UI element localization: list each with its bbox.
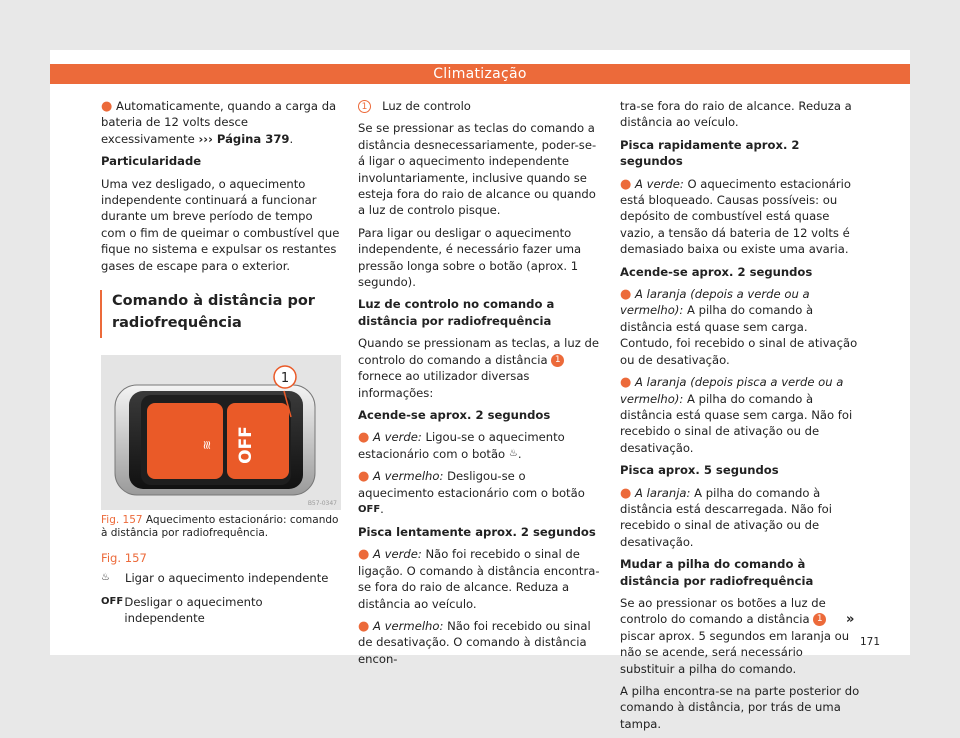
bullet-icon: ● (101, 99, 113, 114)
paragraph: Se se pressionar as teclas do comando a distância desnecessariamente, poder-se-á ligar o aquecimento independente involuntariamente, inclusive quando se esteja fora do raio de alcance ou quando a luz de controlo pisque. (358, 121, 597, 218)
off-button-label: OFF (236, 426, 256, 464)
column-3 (620, 98, 860, 738)
bullet-icon: ● (358, 547, 370, 563)
off-icon: OFF (358, 503, 381, 515)
bullet-icon: ● (358, 469, 370, 485)
off-icon: OFF (101, 596, 124, 607)
heat-icon: ♨ (508, 448, 518, 460)
heat-icon: ♨ (101, 572, 110, 583)
list-item: ● A verde: Não foi recebido o sinal de ligação. O comando à distância encontra-se fora do raio de alcance. Reduza a distância ao veículo. (358, 547, 600, 611)
heading: Mudar a pilha do comando à distância por radiofrequência (620, 557, 814, 588)
list-item: ● A vermelho: Desligou-se o aquecimento estacionário com o botão OFF. (358, 469, 585, 517)
list-item: ● A laranja (depois a verde ou a vermelho): A pilha do comando à distância está quase sem carga. Contudo, foi recebido o sinal de ativação ou de desativação. (620, 287, 858, 367)
list-item: ● A laranja (depois pisca a verde ou a vermelho): A pilha do comando à distância está quase sem carga. Não foi recebido o sinal de ativação ou de desativação. (620, 375, 853, 455)
remote-control-figure (101, 355, 341, 510)
legend-item: ♨ Ligar o aquecimento independente (101, 571, 329, 585)
column-1 (101, 98, 341, 280)
heading: Pisca aprox. 5 segundos (620, 463, 779, 478)
bullet-icon: ● (620, 176, 632, 192)
heading: Acende-se aprox. 2 segundos (620, 264, 813, 279)
figure-code: B57-0347 (307, 500, 337, 507)
list-item: ● A vermelho: Não foi recebido ou sinal de desativação. O comando à distância encon- (358, 618, 591, 666)
continue-arrow: » (846, 612, 855, 627)
heading: Acende-se aprox. 2 segundos (358, 407, 551, 422)
paragraph: Uma vez desligado, o aquecimento independente continuará a funcionar durante um breve período de tempo com o fim de queimar o combustível que fique no sistema e expulsar os restantes gases de escape para o exterior. (101, 176, 340, 273)
callout-number: 1 (280, 371, 290, 386)
list-item: ● A verde: Ligou-se o aquecimento estacionário com o botão ♨. (358, 430, 565, 461)
paragraph: ● Automaticamente, quando a carga da bateria de 12 volts desce excessivamente ››› Página 379. (101, 99, 337, 146)
bullet-icon: ● (358, 618, 370, 634)
bullet-icon: ● (620, 485, 632, 501)
callout-number: 1 (551, 354, 564, 367)
remote-control-illustration (101, 355, 341, 510)
heading: Pisca rapidamente aprox. 2 segundos (620, 137, 800, 169)
paragraph: Para ligar ou desligar o aquecimento independente, é necessário fazer uma pressão longa sobre o botão (aprox. 1 segundo). (358, 225, 582, 290)
column-2 (358, 98, 602, 673)
chapter-header: Climatização (50, 64, 910, 84)
legend-title: Fig. 157 (101, 551, 147, 565)
page-reference-link[interactable]: ››› Página 379 (198, 131, 290, 146)
paragraph: Se ao pressionar os botões a luz de controlo do comando a distância 1 piscar aprox. 5 segundos em laranja ou não se acende, será necessário substituir a pilha do comando. (620, 595, 850, 676)
callout-number: 1 (358, 100, 371, 113)
figure-legend (101, 550, 341, 634)
callout-legend: 1 Luz de controlo (358, 98, 602, 114)
callout-number: 1 (813, 613, 826, 626)
paragraph: A pilha encontra-se na parte posterior do comando à distância, por trás de uma tampa. (620, 684, 860, 731)
bullet-icon: ● (620, 375, 632, 391)
legend-item: OFF Desligar o aquecimento independente (101, 595, 263, 625)
heading: Particularidade (101, 154, 202, 169)
list-item: ● A laranja: A pilha do comando à distância está descarregada. Não foi recebido o sinal de ativação ou de desativação. (620, 485, 832, 549)
bullet-icon: ● (620, 287, 632, 303)
page-number: 171 (860, 636, 881, 648)
paragraph: Quando se pressionam as teclas, a luz de controlo do comando a distância 1 fornece ao utilizador diversas informações: (358, 336, 599, 400)
caption-text: Aquecimento estacionário: comando à distância por radiofrequência. (101, 514, 339, 539)
heat-button-icon: ≋ (200, 439, 214, 451)
figure-caption (101, 514, 341, 540)
heading: Pisca lentamente aprox. 2 segundos (358, 524, 596, 539)
paragraph: tra-se fora do raio de alcance. Reduza a distância ao veículo. (620, 99, 852, 130)
figure-number: Fig. 157 (101, 514, 143, 526)
list-item: ● A verde: O aquecimento estacionário está bloqueado. Causas possíveis: ou depósito de combustível está quase vazio, a tensão dá bateria de 12 volts é demasiado baixa ou existe uma avaria. (620, 176, 851, 257)
bullet-icon: ● (358, 430, 370, 446)
heading: Luz de controlo no comando a distância por radiofrequência (358, 297, 555, 328)
section-title: Comando à distância por radiofrequência (100, 290, 352, 338)
